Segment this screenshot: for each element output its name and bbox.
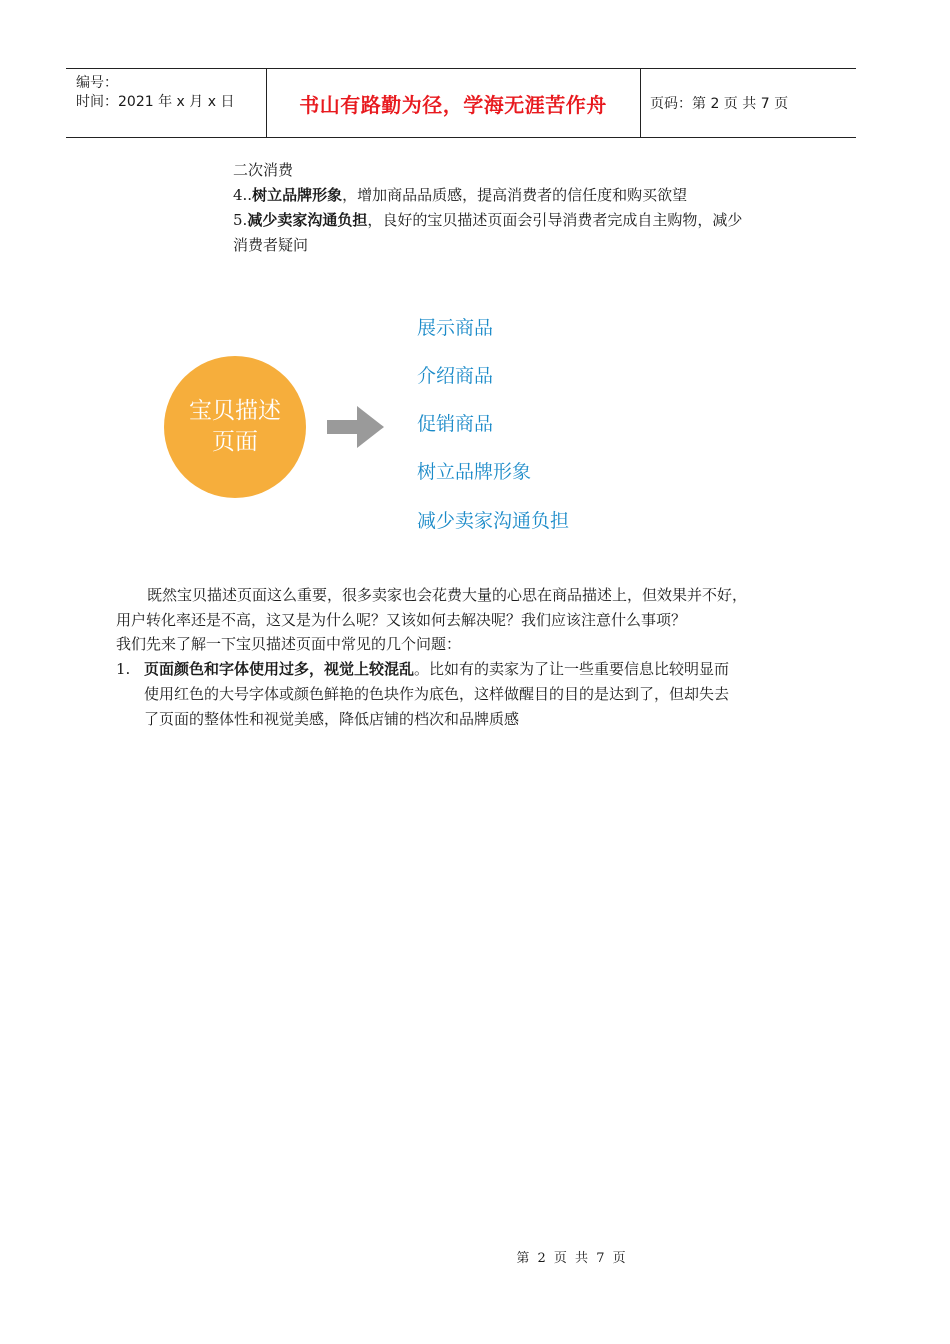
intro-line-1: 二次消费 bbox=[233, 161, 294, 179]
list-item-1-bold: 页面颜色和字体使用过多，视觉上较混乱 bbox=[144, 660, 415, 678]
body-para-1-line-1: 既然宝贝描述页面这么重要，很多卖家也会花费大量的心思在商品描述上，但效果并不好， bbox=[147, 586, 748, 604]
diagram-item-2: 介绍商品 bbox=[417, 365, 494, 387]
list-item-1-rest: 。比如有的卖家为了让一些重要信息比较明显而 bbox=[414, 660, 730, 678]
header-page-cell bbox=[641, 69, 856, 137]
item4-rest: ，增加商品品质感，提高消费者的信任度和购买欲望 bbox=[342, 186, 688, 204]
item5-prefix: 5. bbox=[233, 211, 248, 229]
arrow-right-icon bbox=[327, 403, 385, 451]
header-page-info: 页码：第 2 页 共 7 页 bbox=[650, 96, 789, 112]
list-item-1-line-3: 了页面的整体性和视觉美感，降低店铺的档次和品牌质感 bbox=[144, 710, 520, 728]
circle-line-1: 宝贝描述 bbox=[189, 398, 281, 424]
footer-page-number: 第 2 页 共 7 页 bbox=[516, 1251, 626, 1266]
diagram-item-1: 展示商品 bbox=[417, 317, 494, 339]
diagram-circle bbox=[164, 356, 306, 498]
item5-rest: ，良好的宝贝描述页面会引导消费者完成自主购物，减少 bbox=[367, 211, 743, 229]
body-para-1-line-2: 用户转化率还是不高，这又是为什么呢？又该如何去解决呢？我们应该注意什么事项？ bbox=[116, 611, 687, 629]
item4-bold: 树立品牌形象 bbox=[252, 186, 343, 204]
header-meta bbox=[66, 69, 266, 137]
intro-item-4 bbox=[233, 183, 687, 208]
diagram-item-3: 促销商品 bbox=[417, 413, 494, 435]
number-label: 编号： bbox=[76, 75, 118, 91]
time-label: 时间：2021 年 x 月 x 日 bbox=[76, 94, 235, 110]
body-para-2: 我们先来了解一下宝贝描述页面中常见的几个问题： bbox=[116, 635, 462, 653]
page-footer bbox=[0, 1247, 950, 1266]
list-item-1-line-2: 使用红色的大号字体或颜色鲜艳的色块作为底色，这样做醒目的目的是达到了，但却失去 bbox=[144, 685, 730, 703]
diagram-item-4: 树立品牌形象 bbox=[417, 461, 532, 483]
circle-line-2: 页面 bbox=[212, 429, 258, 455]
list-item-1-number: 1. bbox=[116, 660, 131, 678]
list-item-1-line-1 bbox=[144, 657, 729, 682]
diagram-item-5: 减少卖家沟通负担 bbox=[417, 510, 570, 532]
header-motto: 书山有路勤为径，学海无涯苦作舟 bbox=[299, 92, 607, 117]
item4-prefix: 4.. bbox=[233, 186, 253, 204]
page-header bbox=[66, 68, 856, 138]
intro-item-5-cont: 消费者疑问 bbox=[233, 236, 309, 254]
header-motto-cell bbox=[267, 69, 639, 137]
intro-item-5 bbox=[233, 208, 742, 233]
item5-bold: 减少卖家沟通负担 bbox=[247, 211, 368, 229]
